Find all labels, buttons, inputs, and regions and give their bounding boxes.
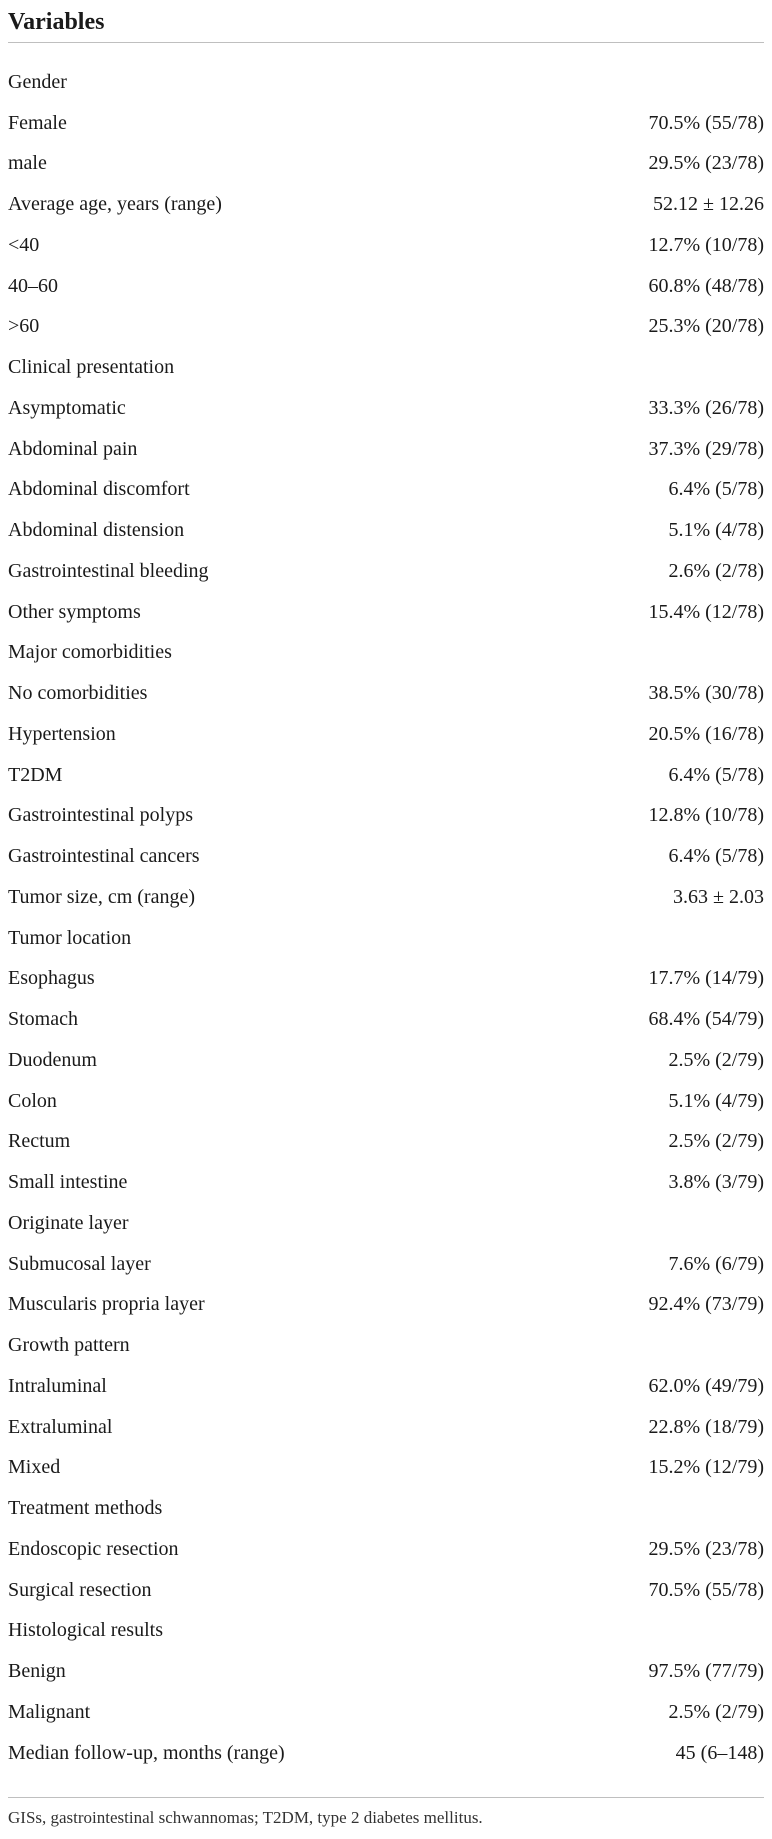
table-row [8, 1162, 764, 1203]
row-label: Abdominal pain [8, 437, 138, 460]
row-label: Mixed [8, 1456, 61, 1479]
row-label: Female [8, 111, 67, 134]
table-row [8, 1570, 764, 1611]
table-row [8, 1081, 764, 1122]
row-label: male [8, 152, 47, 175]
table-row [8, 918, 764, 959]
row-value: 68.4% (54/79) [648, 1008, 764, 1031]
row-value: 2.5% (2/79) [668, 1130, 764, 1153]
row-label: Rectum [8, 1130, 71, 1153]
row-value: 7.6% (6/79) [668, 1252, 764, 1275]
row-value: 3.63 ± 2.03 [673, 885, 764, 908]
row-label: Stomach [8, 1008, 78, 1031]
row-value: 6.4% (5/78) [668, 478, 764, 501]
table-row [8, 877, 764, 918]
row-value: 2.5% (2/79) [668, 1048, 764, 1071]
row-value: 17.7% (14/79) [648, 967, 764, 990]
row-value: 38.5% (30/78) [648, 682, 764, 705]
table-body [8, 62, 764, 1774]
row-value: 92.4% (73/79) [648, 1293, 764, 1316]
table-row [8, 184, 764, 225]
row-value: 15.4% (12/78) [648, 600, 764, 623]
table-row [8, 225, 764, 266]
table-row [8, 103, 764, 144]
table-row [8, 266, 764, 307]
row-value: 15.2% (12/79) [648, 1456, 764, 1479]
table-row [8, 796, 764, 837]
row-label: Malignant [8, 1700, 91, 1723]
row-label: Gastrointestinal cancers [8, 845, 200, 868]
row-label: Benign [8, 1660, 66, 1683]
row-value: 3.8% (3/79) [668, 1171, 764, 1194]
row-value: 12.7% (10/78) [648, 233, 764, 256]
table-row [8, 959, 764, 1000]
row-label: Esophagus [8, 967, 95, 990]
table-row [8, 1448, 764, 1489]
table-row [8, 1122, 764, 1163]
row-value: 5.1% (4/78) [668, 519, 764, 542]
row-value: 45 (6–148) [675, 1741, 764, 1764]
row-value: 29.5% (23/78) [648, 1537, 764, 1560]
row-label: Major comorbidities [8, 641, 172, 664]
row-label: No comorbidities [8, 682, 148, 705]
row-value: 62.0% (49/79) [648, 1374, 764, 1397]
row-label: T2DM [8, 763, 63, 786]
table-row [8, 1488, 764, 1529]
column-header-variables: Variables [8, 8, 105, 35]
table-row [8, 1651, 764, 1692]
row-label: Gastrointestinal polyps [8, 804, 193, 827]
row-label: Asymptomatic [8, 396, 126, 419]
table-row [8, 592, 764, 633]
table-row [8, 388, 764, 429]
row-value: 70.5% (55/78) [648, 111, 764, 134]
table-row [8, 673, 764, 714]
characteristics-table [8, 0, 764, 1774]
table-row [8, 714, 764, 755]
row-label: Abdominal distension [8, 519, 185, 542]
row-label: 40–60 [8, 274, 58, 297]
row-label: Gastrointestinal bleeding [8, 559, 209, 582]
row-label: Other symptoms [8, 600, 141, 623]
row-label: Median follow-up, months (range) [8, 1741, 285, 1764]
row-value: 29.5% (23/78) [648, 152, 764, 175]
table-row [8, 1611, 764, 1652]
table-row [8, 1325, 764, 1366]
row-label: Muscularis propria layer [8, 1293, 205, 1316]
row-label: Intraluminal [8, 1374, 107, 1397]
table-row [8, 1285, 764, 1326]
table-row [8, 1692, 764, 1733]
row-value: 12.8% (10/78) [648, 804, 764, 827]
table-row [8, 999, 764, 1040]
table-row [8, 470, 764, 511]
table-row [8, 429, 764, 470]
table-row [8, 551, 764, 592]
row-value: 97.5% (77/79) [648, 1660, 764, 1683]
row-label: Growth pattern [8, 1334, 130, 1357]
table-row [8, 1733, 764, 1774]
row-value: 33.3% (26/78) [648, 396, 764, 419]
table-row [8, 1040, 764, 1081]
table-row [8, 347, 764, 388]
row-label: Extraluminal [8, 1415, 113, 1438]
row-label: Tumor size, cm (range) [8, 885, 195, 908]
table-row [8, 1529, 764, 1570]
row-label: Endoscopic resection [8, 1537, 179, 1560]
row-label: Treatment methods [8, 1497, 163, 1520]
row-value: 5.1% (4/79) [668, 1089, 764, 1112]
row-value: 20.5% (16/78) [648, 722, 764, 745]
table-row [8, 307, 764, 348]
row-value: 37.3% (29/78) [648, 437, 764, 460]
table-row [8, 144, 764, 185]
table-row [8, 1407, 764, 1448]
row-label: Duodenum [8, 1048, 97, 1071]
row-label: Tumor location [8, 926, 132, 949]
row-label: Histological results [8, 1619, 163, 1642]
row-value: 2.6% (2/78) [668, 559, 764, 582]
table-row [8, 1203, 764, 1244]
row-value: 25.3% (20/78) [648, 315, 764, 338]
row-value: 52.12 ± 12.26 [653, 193, 764, 216]
row-label: <40 [8, 233, 40, 256]
table-header-row [8, 0, 764, 43]
table-row [8, 755, 764, 796]
table-row [8, 62, 764, 103]
table-footnote: GISs, gastrointestinal schwannomas; T2DM, type 2 diabetes mellitus. [8, 1808, 483, 1827]
row-label: Originate layer [8, 1211, 129, 1234]
row-value: 2.5% (2/79) [668, 1700, 764, 1723]
row-value: 60.8% (48/78) [648, 274, 764, 297]
row-label: Surgical resection [8, 1578, 152, 1601]
row-label: Submucosal layer [8, 1252, 151, 1275]
row-label: Average age, years (range) [8, 193, 222, 216]
row-value: 6.4% (5/78) [668, 763, 764, 786]
row-label: Gender [8, 70, 67, 93]
row-label: Abdominal discomfort [8, 478, 190, 501]
row-label: Small intestine [8, 1171, 128, 1194]
table-row [8, 836, 764, 877]
table-row [8, 633, 764, 674]
row-label: Colon [8, 1089, 57, 1112]
table-row [8, 1244, 764, 1285]
row-label: Hypertension [8, 722, 116, 745]
table-row [8, 1366, 764, 1407]
table-bottom-rule [8, 1797, 764, 1798]
row-value: 70.5% (55/78) [648, 1578, 764, 1601]
row-value: 22.8% (18/79) [648, 1415, 764, 1438]
row-value: 6.4% (5/78) [668, 845, 764, 868]
row-label: Clinical presentation [8, 356, 175, 379]
row-label: >60 [8, 315, 40, 338]
table-row [8, 510, 764, 551]
